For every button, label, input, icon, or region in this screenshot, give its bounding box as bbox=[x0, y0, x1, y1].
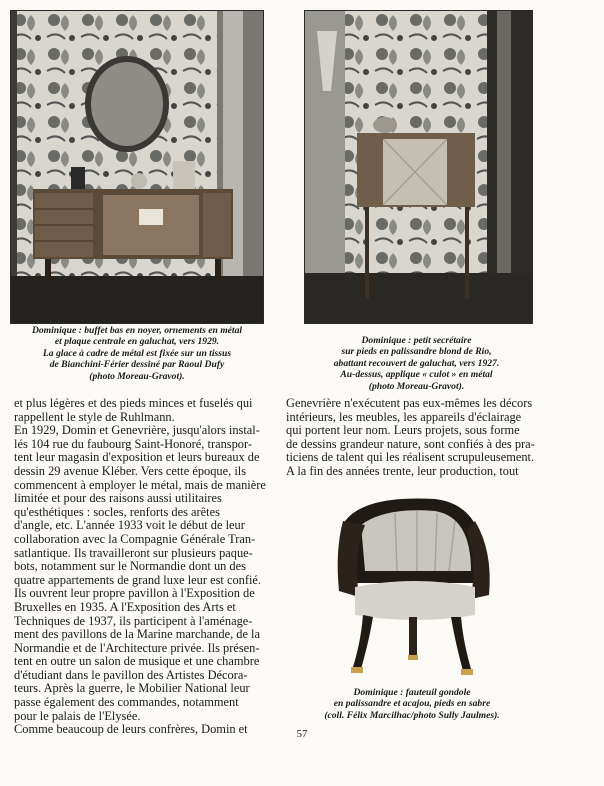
page-number: 57 bbox=[296, 728, 308, 740]
text-line: tent en outre un salon de musique et une chambre bbox=[14, 654, 260, 669]
text-line: Comme beaucoup de leurs confrères, Domin et bbox=[14, 722, 248, 737]
text-line: quatre appartements de grand luxe leur est confié. bbox=[14, 572, 262, 587]
caption-line: (coll. Félix Marcilhac/photo Sully Jaulmes). bbox=[324, 709, 500, 721]
text-line: pour le palais de l'Elysée. bbox=[14, 708, 141, 723]
text-line: passe également des commandes, notamment bbox=[14, 695, 239, 710]
text-line: collaboration avec la Compagnie Générale Tran- bbox=[14, 531, 256, 546]
secretary-caption bbox=[304, 335, 529, 392]
caption-line: et plaque centrale en galuchat, vers 1929. bbox=[54, 336, 220, 348]
text-line: de dessins grandeur nature, sont confiés à des pra- bbox=[286, 436, 535, 451]
text-line: Genevrière n'exécutent pas eux-mêmes les décors bbox=[286, 396, 533, 410]
body-column-right bbox=[286, 397, 544, 479]
text-line: d'angle, etc. L'année 1933 voit le début de leur bbox=[14, 518, 245, 533]
buffet-caption bbox=[14, 325, 260, 382]
buffet-photo bbox=[10, 10, 264, 324]
text-line: dessin 29 avenue Kléber. Vers cette époque, ils bbox=[14, 463, 247, 478]
text-line: A la fin des années trente, leur production, tout bbox=[286, 463, 519, 478]
text-line: satlantique. Ils travailleront sur plusieurs paque- bbox=[14, 545, 253, 560]
text-line: et plus légères et des pieds minces et fuselés qui bbox=[14, 396, 253, 410]
secretary-photo bbox=[304, 10, 533, 324]
caption-line: Dominique : fauteuil gondole bbox=[353, 687, 471, 698]
text-line: Ils ouvrent leur propre pavillon à l'Exposition de bbox=[14, 586, 255, 601]
text-line: limitée et pour des raisons aussi utilitaires bbox=[14, 491, 222, 506]
text-line: bots, notamment sur le Normandie dont un des bbox=[14, 559, 246, 574]
text-line: Normandie et de l'Architecture privée. Ils présen- bbox=[14, 640, 260, 655]
caption-line: sur pieds en palissandre blond de Rio, bbox=[341, 346, 492, 358]
caption-line: (photo Moreau-Gravot). bbox=[368, 380, 465, 392]
chair-caption bbox=[306, 687, 518, 721]
text-line: intérieurs, les meubles, les appareils d'éclairage bbox=[286, 409, 522, 424]
text-line: rappellent le style de Ruhlmann. bbox=[14, 409, 175, 424]
caption-line: de Bianchini-Férier dessiné par Raoul Dufy bbox=[49, 359, 225, 371]
gondola-chair-photo bbox=[325, 491, 500, 683]
text-line: commencent à employer le métal, mais de manière bbox=[14, 477, 266, 492]
body-column-left bbox=[14, 397, 272, 737]
text-line: Bruxelles en 1935. A l'Exposition des Arts et bbox=[14, 599, 236, 614]
text-line: ticiens de talent qui les réalisent scrupuleusement. bbox=[286, 450, 535, 465]
text-line: lés 104 rue du faubourg Saint-Honoré, transpor- bbox=[14, 436, 252, 451]
text-line: qui portent leur nom. Leurs projets, sous forme bbox=[286, 423, 520, 438]
caption-line: en palissandre et acajou, pieds en sabre bbox=[333, 698, 491, 710]
caption-line: (photo Moreau-Gravot). bbox=[89, 370, 185, 382]
caption-line: abattant recouvert de galuchat, vers 1927. bbox=[333, 357, 500, 369]
text-line: qu'esthétiques : socles, renforts des arêtes bbox=[14, 504, 220, 519]
text-line: teurs. Après la guerre, le Mobilier National leur bbox=[14, 681, 250, 696]
text-line: tent leur magasin d'exposition et leurs bureaux de bbox=[14, 450, 260, 465]
text-line: d'étudiant dans le pavillon des Artistes Décora- bbox=[14, 667, 248, 682]
caption-line: Dominique : buffet bas en noyer, ornements en métal bbox=[31, 325, 243, 336]
text-line: ment des pavillons de la Marine marchande, de la bbox=[14, 627, 261, 642]
caption-line: Dominique : petit secrétaire bbox=[361, 335, 472, 346]
text-line: En 1929, Domin et Genevrière, jusqu'alors instal- bbox=[14, 423, 260, 438]
caption-line: Au-dessus, applique « culot » en métal bbox=[340, 369, 493, 381]
text-line: Techniques de 1937, ils participent à l'aménage- bbox=[14, 613, 253, 628]
caption-line: La glace à cadre de métal est fixée sur un tissus bbox=[42, 347, 232, 359]
